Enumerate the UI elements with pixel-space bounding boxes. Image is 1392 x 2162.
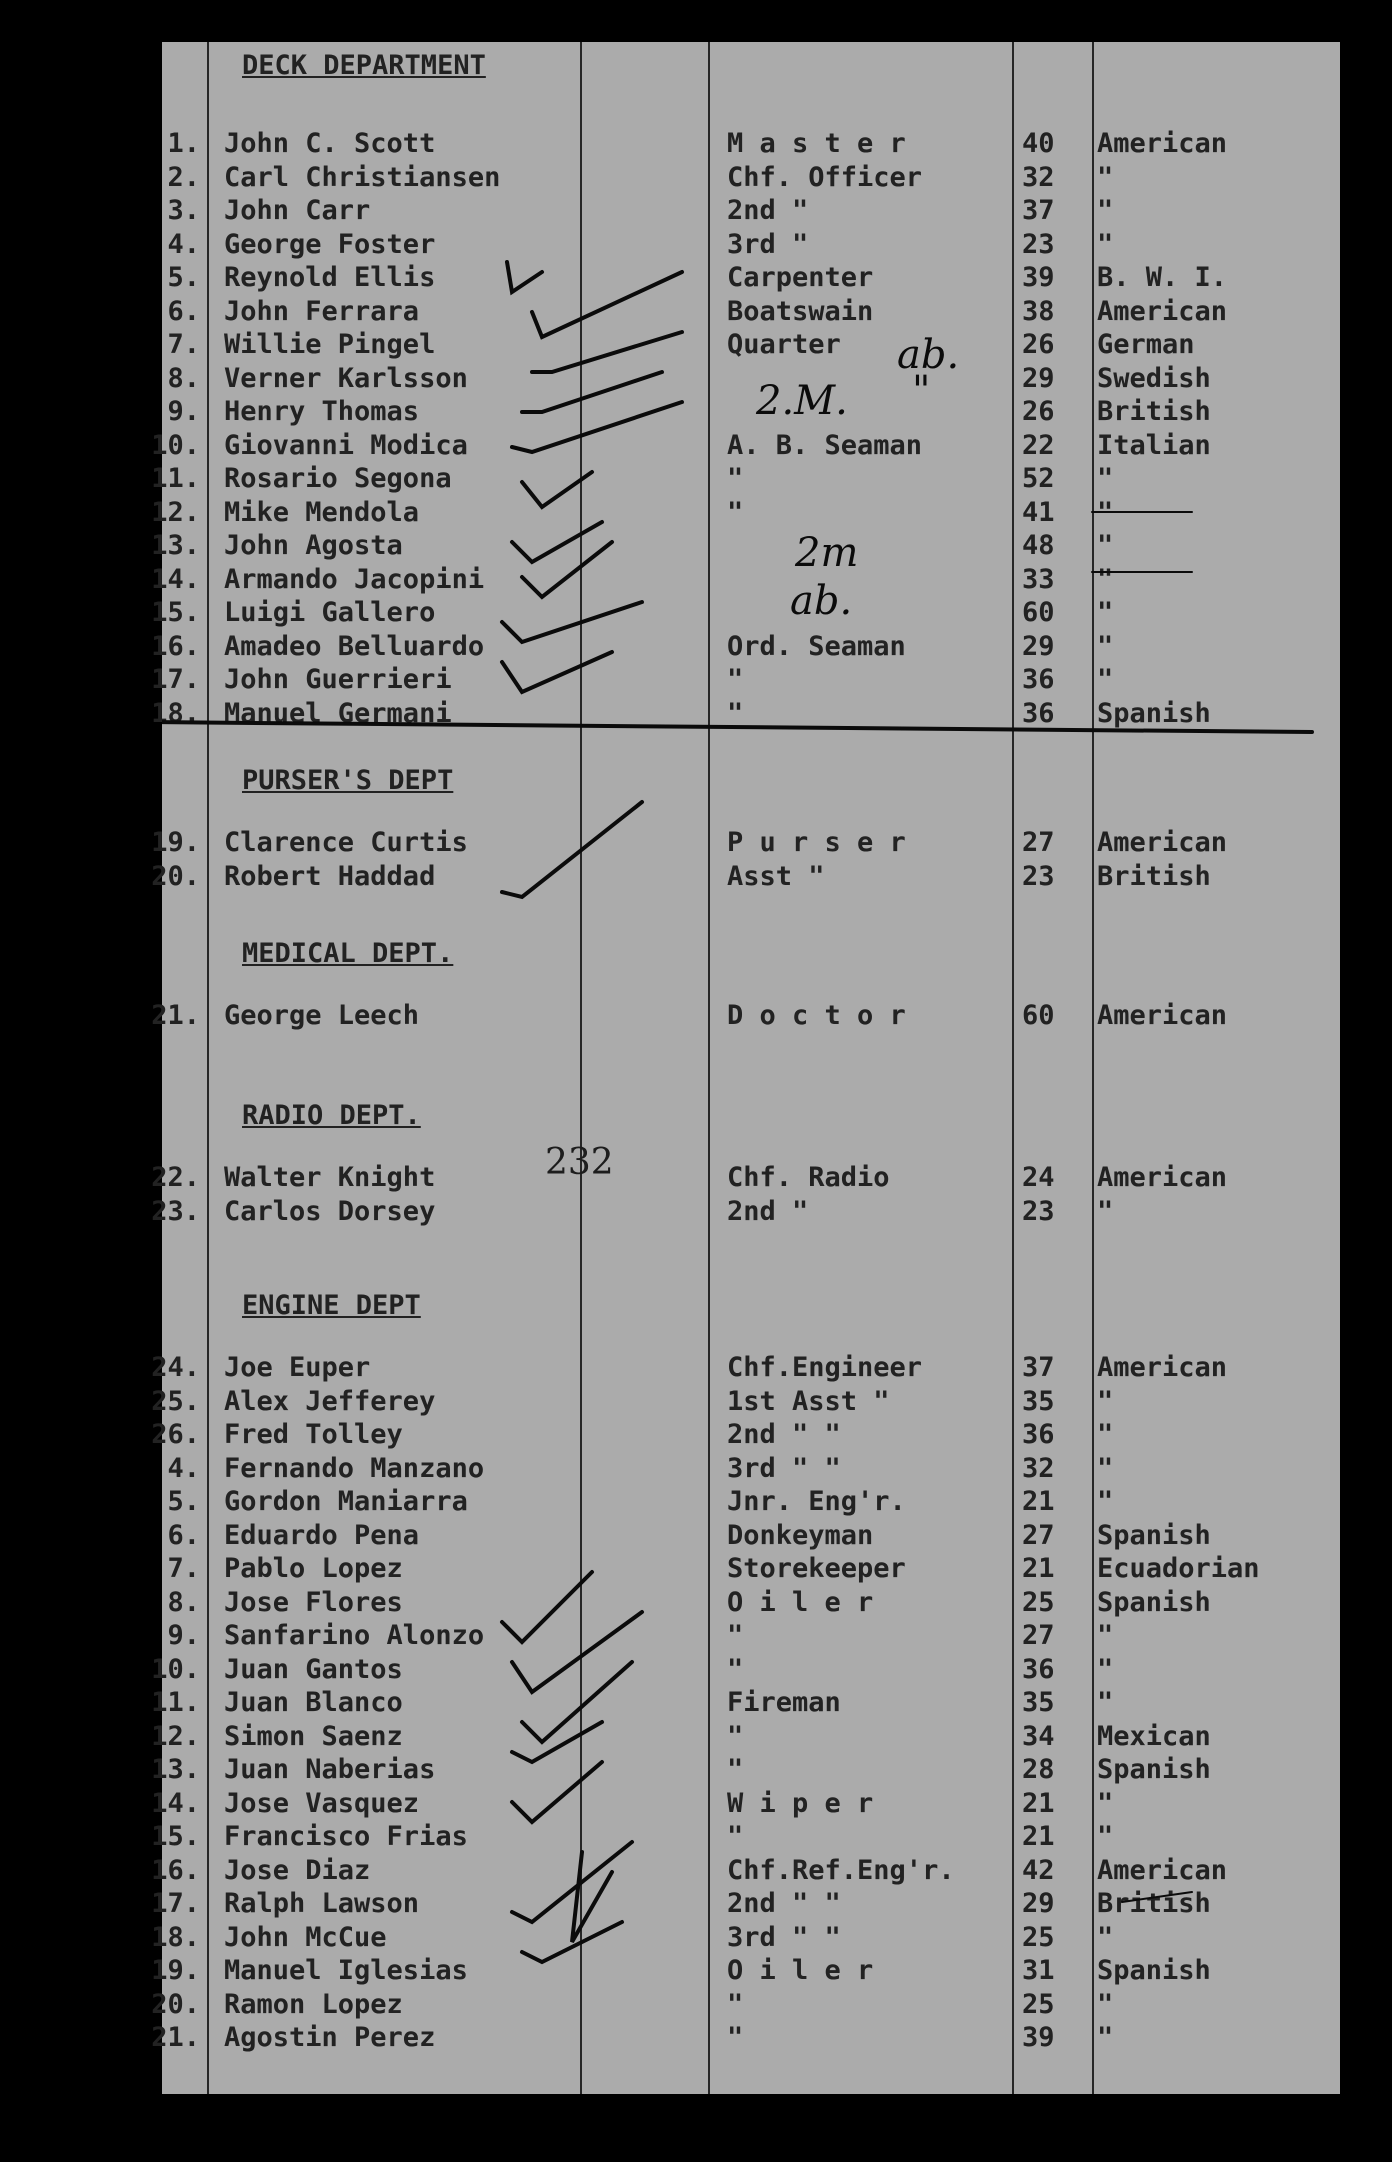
crew-number: 17.	[151, 1888, 200, 1919]
crew-number: 15.	[151, 597, 200, 628]
crew-age: 35	[1022, 1385, 1055, 1417]
handwritten-note: 2m	[795, 530, 859, 576]
crew-name: John McCue	[224, 1921, 387, 1953]
crew-name: Manuel Iglesias	[224, 1955, 468, 1986]
crew-row	[162, 363, 1340, 395]
section-heading: MEDICAL DEPT.	[242, 938, 454, 969]
crew-row	[162, 1620, 1340, 1652]
crew-nationality: "	[1097, 1988, 1114, 2020]
crew-rank: 3rd "	[727, 228, 809, 260]
crew-rank: 2nd " "	[727, 1888, 841, 1919]
crew-number: 3.	[167, 195, 200, 226]
crew-row	[151, 1921, 1340, 1954]
crew-nationality: "	[1097, 1419, 1114, 1450]
crew-name: Luigi Gallero	[224, 597, 436, 628]
crew-nationality: "	[1097, 1921, 1114, 1953]
crew-rank: D o c t o r	[727, 1000, 906, 1031]
crew-row	[151, 1419, 1340, 1451]
crew-age: 36	[1022, 697, 1055, 729]
crew-row	[162, 195, 1340, 227]
crew-number: 6.	[167, 295, 200, 327]
crew-nationality: American	[1097, 295, 1228, 327]
handwritten-note: ab.	[897, 332, 960, 378]
crew-list-page	[151, 42, 1340, 2094]
crew-name: Armando Jacopini	[224, 563, 485, 595]
crew-row	[162, 329, 1340, 361]
crew-nationality: American	[1097, 1352, 1228, 1383]
crew-age: 28	[1022, 1754, 1055, 1785]
crew-number: 22.	[151, 1162, 200, 1193]
crew-name: Clarence Curtis	[224, 827, 468, 858]
crew-age: 25	[1022, 1988, 1055, 2020]
crew-nationality: American	[1097, 128, 1228, 159]
crew-row	[151, 1888, 1340, 1920]
crew-number: 9.	[167, 1620, 200, 1651]
crew-nationality: Swedish	[1097, 362, 1211, 394]
crew-rank: M a s t e r	[727, 128, 906, 159]
page-number: 232	[545, 1142, 614, 1183]
crew-number: 23.	[151, 1195, 200, 1227]
crew-nationality: "	[1097, 1452, 1114, 1484]
crew-rank: Storekeeper	[727, 1553, 906, 1584]
crew-number: 12.	[151, 1720, 200, 1752]
crew-rank: Asst "	[727, 860, 825, 892]
crew-name: Pablo Lopez	[224, 1553, 403, 1584]
handwritten-note: "	[912, 368, 931, 414]
crew-name: John Ferrara	[224, 295, 420, 327]
crew-age: 39	[1022, 262, 1055, 293]
crew-name: Francisco Frias	[224, 1821, 468, 1852]
crew-name: Gordon Maniarra	[224, 1486, 468, 1517]
crew-nationality: "	[1097, 463, 1114, 494]
crew-name: John Agosta	[224, 530, 403, 561]
crew-name: John C. Scott	[224, 128, 436, 159]
crew-nationality: "	[1097, 530, 1114, 561]
crew-rank: Donkeyman	[727, 1519, 874, 1551]
crew-number: 26.	[151, 1419, 200, 1450]
crew-number: 19.	[151, 1955, 200, 1986]
crew-name: John Guerrieri	[224, 664, 452, 695]
crew-nationality: "	[1097, 1787, 1114, 1819]
crew-nationality: German	[1097, 329, 1195, 360]
crew-rank: "	[727, 697, 744, 729]
crew-nationality: Spanish	[1097, 1754, 1211, 1785]
crew-number: 25.	[151, 1385, 200, 1417]
crew-nationality: Spanish	[1097, 1586, 1211, 1618]
crew-name: Jose Flores	[224, 1586, 403, 1618]
crew-nationality: American	[1097, 827, 1228, 858]
crew-row	[151, 496, 1340, 529]
crew-nationality: British	[1097, 1888, 1211, 1919]
crew-rank: Chf.Engineer	[727, 1352, 923, 1383]
crew-age: 27	[1022, 1620, 1055, 1651]
crew-name: Eduardo Pena	[224, 1519, 420, 1551]
crew-row	[151, 1385, 1340, 1418]
crew-number: 16.	[151, 1854, 200, 1886]
crew-rank: 1st Asst "	[727, 1385, 890, 1417]
crew-nationality: American	[1097, 1854, 1228, 1886]
crew-rank: Jnr. Eng'r.	[727, 1486, 906, 1517]
crew-number: 10.	[151, 1653, 200, 1685]
crew-nationality: Italian	[1097, 429, 1211, 461]
crew-age: 36	[1022, 1653, 1055, 1685]
crew-number: 13.	[151, 1754, 200, 1785]
crew-age: 48	[1022, 530, 1055, 561]
crew-row	[151, 1787, 1340, 1820]
crew-number: 6.	[167, 1519, 200, 1551]
crew-age: 39	[1022, 2022, 1055, 2053]
crew-name: Alex Jefferey	[224, 1385, 436, 1417]
crew-name: Reynold Ellis	[224, 262, 436, 293]
crew-name: Simon Saenz	[224, 1720, 403, 1752]
section-heading: PURSER'S DEPT	[242, 765, 454, 796]
crew-number: 21.	[151, 2022, 200, 2053]
crew-name: Fernando Manzano	[224, 1452, 485, 1484]
crew-number: 4.	[167, 228, 200, 260]
crew-nationality: "	[1097, 563, 1114, 595]
crew-row	[151, 1000, 1340, 1032]
crew-nationality: Mexican	[1097, 1720, 1211, 1752]
crew-nationality: "	[1097, 1653, 1114, 1685]
crew-number: 5.	[167, 1486, 200, 1517]
crew-rank: W i p e r	[727, 1787, 874, 1819]
crew-age: 32	[1022, 161, 1055, 193]
crew-name: Robert Haddad	[224, 860, 436, 892]
crew-rank: 3rd " "	[727, 1452, 841, 1484]
crew-age: 23	[1022, 228, 1055, 260]
crew-nationality: "	[1097, 161, 1114, 193]
crew-rank: Fireman	[727, 1687, 841, 1718]
crew-age: 25	[1022, 1921, 1055, 1953]
crew-row	[151, 1754, 1340, 1786]
crew-rank: Ord. Seaman	[727, 630, 906, 662]
crew-age: 29	[1022, 362, 1055, 394]
crew-age: 31	[1022, 1955, 1055, 1986]
crew-name: Joe Euper	[224, 1352, 371, 1383]
crew-number: 9.	[167, 396, 200, 427]
crew-age: 32	[1022, 1452, 1055, 1484]
crew-rank: "	[727, 1720, 744, 1752]
crew-nationality: "	[1097, 2022, 1114, 2053]
crew-name: Ralph Lawson	[224, 1888, 420, 1919]
crew-age: 27	[1022, 827, 1055, 858]
crew-rank: P u r s e r	[727, 827, 906, 858]
crew-number: 24.	[151, 1352, 200, 1383]
crew-row	[151, 1195, 1340, 1228]
crew-number: 8.	[167, 1586, 200, 1618]
crew-row	[151, 1352, 1340, 1384]
crew-number: 8.	[167, 362, 200, 394]
crew-number: 18.	[151, 1921, 200, 1953]
crew-age: 36	[1022, 664, 1055, 695]
crew-age: 22	[1022, 429, 1055, 461]
crew-row	[162, 162, 1340, 194]
crew-row	[162, 128, 1340, 160]
crew-nationality: Spanish	[1097, 1955, 1211, 1986]
crew-number: 20.	[151, 860, 200, 892]
crew-age: 21	[1022, 1787, 1055, 1819]
crew-rank: 2nd "	[727, 1195, 809, 1227]
crew-row	[162, 396, 1340, 428]
crew-name: John Carr	[224, 195, 371, 226]
crew-rank: "	[727, 1754, 744, 1785]
crew-number: 2.	[167, 161, 200, 193]
crew-rank: Boatswain	[727, 295, 874, 327]
crew-age: 37	[1022, 195, 1055, 226]
crew-row	[151, 664, 1340, 696]
crew-name: Jose Vasquez	[224, 1787, 420, 1819]
crew-nationality: British	[1097, 860, 1211, 892]
crew-nationality: "	[1097, 630, 1114, 662]
crew-age: 60	[1022, 597, 1055, 628]
crew-age: 52	[1022, 463, 1055, 494]
crew-row	[151, 1955, 1340, 1987]
crew-name: Agostin Perez	[224, 2022, 436, 2053]
crew-row	[151, 1162, 1340, 1194]
crew-name: Manuel Germani	[224, 697, 452, 729]
crew-row	[151, 1687, 1340, 1719]
crew-age: 33	[1022, 563, 1055, 595]
crew-row	[151, 1821, 1340, 1853]
crew-age: 21	[1022, 1821, 1055, 1852]
crew-nationality: Spanish	[1097, 1519, 1211, 1551]
crew-name: George Leech	[224, 1000, 420, 1031]
crew-row	[151, 1653, 1340, 1686]
crew-row	[151, 1720, 1340, 1753]
crew-name: Carl Christiansen	[224, 161, 501, 193]
crew-number: 10.	[151, 429, 200, 461]
crew-age: 27	[1022, 1519, 1055, 1551]
crew-age: 21	[1022, 1486, 1055, 1517]
crew-age: 29	[1022, 630, 1055, 662]
crew-name: Juan Blanco	[224, 1687, 403, 1718]
crew-name: Mike Mendola	[224, 496, 420, 528]
crew-number: 7.	[167, 1553, 200, 1584]
crew-age: 40	[1022, 128, 1055, 159]
crew-rank: Carpenter	[727, 262, 874, 293]
crew-name: Carlos Dorsey	[224, 1195, 436, 1227]
crew-number: 20.	[151, 1988, 200, 2020]
crew-rank: Chf. Officer	[727, 161, 923, 193]
crew-row	[162, 296, 1340, 328]
crew-number: 13.	[151, 530, 200, 561]
handwritten-note: 2.M.	[756, 378, 848, 424]
crew-number: 21.	[151, 1000, 200, 1031]
crew-name: Juan Naberias	[224, 1754, 436, 1785]
crew-row	[151, 860, 1340, 893]
crew-nationality: "	[1097, 1385, 1114, 1417]
crew-nationality: American	[1097, 1000, 1228, 1031]
crew-row	[151, 2022, 1340, 2054]
crew-age: 36	[1022, 1419, 1055, 1450]
crew-nationality: B. W. I.	[1097, 262, 1228, 293]
crew-rank: A. B. Seaman	[727, 429, 923, 461]
crew-number: 18.	[151, 697, 200, 729]
crew-row	[162, 1587, 1340, 1619]
crew-name: Willie Pingel	[224, 329, 436, 360]
crew-rank: 3rd " "	[727, 1921, 841, 1953]
crew-rank: Chf. Radio	[727, 1162, 890, 1193]
crew-number: 5.	[167, 262, 200, 293]
crew-age: 35	[1022, 1687, 1055, 1718]
crew-number: 19.	[151, 827, 200, 858]
crew-rank: "	[727, 1821, 744, 1852]
section-heading: ENGINE DEPT	[242, 1290, 421, 1321]
crew-row	[162, 1486, 1340, 1518]
crew-rank: "	[727, 496, 744, 528]
crew-age: 60	[1022, 1000, 1055, 1031]
crew-number: 12.	[151, 496, 200, 528]
crew-row	[151, 429, 1340, 462]
crew-row	[151, 463, 1340, 495]
crew-age: 23	[1022, 1195, 1055, 1227]
crew-rank: "	[727, 463, 744, 494]
crew-name: Juan Gantos	[224, 1653, 403, 1685]
crew-row	[162, 1520, 1340, 1552]
crew-name: Jose Diaz	[224, 1854, 371, 1886]
section-heading: RADIO DEPT.	[242, 1100, 421, 1131]
handwritten-note: ab.	[790, 578, 853, 624]
crew-nationality: "	[1097, 1620, 1114, 1651]
crew-row	[151, 597, 1340, 629]
crew-rank: "	[727, 1988, 744, 2020]
crew-name: Rosario Segona	[224, 463, 452, 494]
crew-number: 14.	[151, 1787, 200, 1819]
crew-nationality: "	[1097, 496, 1114, 528]
crew-number: 11.	[151, 463, 200, 494]
crew-age: 37	[1022, 1352, 1055, 1383]
crew-nationality: British	[1097, 396, 1211, 427]
crew-number: 7.	[167, 329, 200, 360]
crew-number: 17.	[151, 664, 200, 695]
crew-name: Amadeo Belluardo	[224, 630, 485, 662]
crew-nationality: "	[1097, 1195, 1114, 1227]
crew-nationality: "	[1097, 1821, 1114, 1852]
crew-nationality: American	[1097, 1162, 1228, 1193]
crew-age: 25	[1022, 1586, 1055, 1618]
crew-name: Verner Karlsson	[224, 362, 468, 394]
crew-row	[151, 1988, 1340, 2021]
crew-number: 15.	[151, 1821, 200, 1852]
section-heading: DECK DEPARTMENT	[242, 50, 486, 81]
crew-age: 21	[1022, 1553, 1055, 1584]
crew-number: 1.	[167, 128, 200, 159]
crew-age: 29	[1022, 1888, 1055, 1919]
crew-age: 26	[1022, 396, 1055, 427]
crew-nationality: "	[1097, 664, 1114, 695]
crew-name: Walter Knight	[224, 1162, 436, 1193]
crew-nationality: "	[1097, 195, 1114, 226]
crew-number: 11.	[151, 1687, 200, 1718]
crew-nationality: "	[1097, 1486, 1114, 1517]
crew-name: Fred Tolley	[224, 1419, 403, 1450]
crew-name: Henry Thomas	[224, 396, 420, 427]
crew-rank: "	[727, 2022, 744, 2053]
crew-name: Ramon Lopez	[224, 1988, 403, 2020]
crew-age: 23	[1022, 860, 1055, 892]
crew-rank: 2nd "	[727, 195, 809, 226]
crew-row	[162, 1553, 1340, 1585]
crew-row	[162, 262, 1340, 294]
crew-rank: O i l e r	[727, 1586, 874, 1618]
crew-row	[162, 229, 1340, 261]
crew-number: 16.	[151, 630, 200, 662]
crew-nationality: "	[1097, 597, 1114, 628]
crew-number: 14.	[151, 563, 200, 595]
crew-row	[151, 1854, 1340, 1887]
crew-age: 26	[1022, 329, 1055, 360]
crew-name: Giovanni Modica	[224, 429, 468, 461]
crew-row	[151, 630, 1340, 663]
crew-name: Sanfarino Alonzo	[224, 1620, 485, 1651]
crew-row	[151, 827, 1340, 859]
crew-nationality: "	[1097, 1687, 1114, 1718]
crew-rank: Chf.Ref.Eng'r.	[727, 1854, 955, 1886]
crew-rank: "	[727, 1620, 744, 1651]
crew-rank: Quarter	[727, 329, 841, 360]
crew-number: 4.	[167, 1452, 200, 1484]
crew-rank: "	[727, 664, 744, 695]
crew-rank: O i l e r	[727, 1955, 874, 1986]
crew-nationality: Ecuadorian	[1097, 1553, 1260, 1584]
crew-age: 34	[1022, 1720, 1055, 1752]
crew-age: 42	[1022, 1854, 1055, 1886]
crew-nationality: "	[1097, 228, 1114, 260]
crew-age: 41	[1022, 496, 1055, 528]
crew-row	[151, 563, 1340, 596]
crew-age: 38	[1022, 295, 1055, 327]
crew-row	[162, 1453, 1340, 1485]
crew-row	[151, 530, 1340, 562]
crew-rank: 2nd " "	[727, 1419, 841, 1450]
crew-name: George Foster	[224, 228, 436, 260]
crew-age: 24	[1022, 1162, 1055, 1193]
crew-rank: "	[727, 1653, 744, 1685]
crew-row	[151, 697, 1340, 730]
crew-nationality: Spanish	[1097, 697, 1211, 729]
